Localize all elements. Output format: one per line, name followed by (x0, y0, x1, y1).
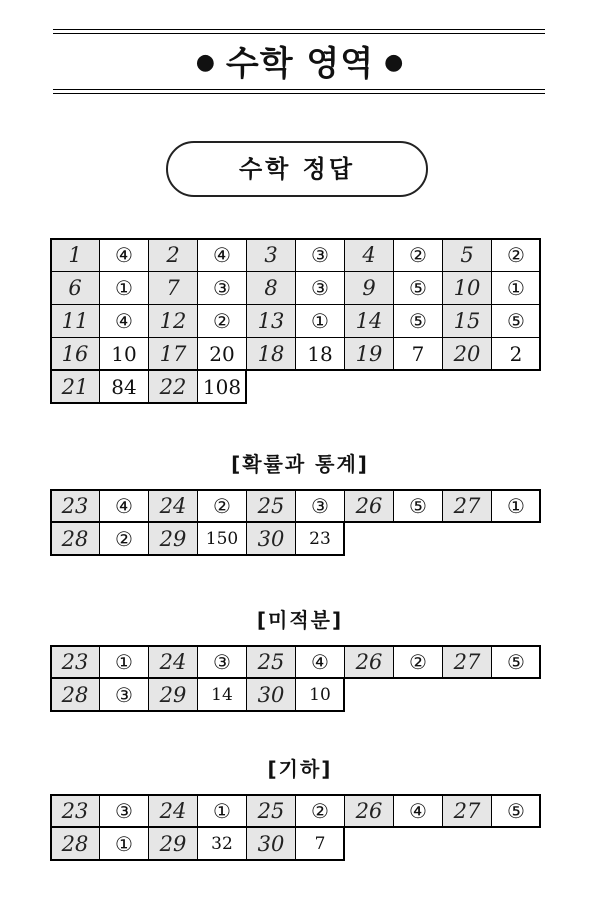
question-number: 1 (50, 238, 100, 272)
table-row (50, 678, 540, 711)
table-row (50, 271, 540, 304)
answer-value: ① (197, 794, 247, 828)
question-number: 30 (246, 827, 296, 861)
question-number: 26 (344, 489, 394, 523)
question-number: 25 (246, 794, 296, 828)
question-number: 14 (344, 304, 394, 338)
answer-value: 7 (295, 827, 345, 861)
question-number: 18 (246, 337, 296, 371)
top-rule-outer (53, 29, 545, 30)
answer-value: ④ (99, 304, 149, 338)
question-number: 29 (148, 678, 198, 712)
table-row (50, 238, 540, 271)
question-number: 27 (442, 489, 492, 523)
question-number: 30 (246, 522, 296, 556)
section-title-geometry: [기하] (267, 757, 333, 781)
answer-value: ② (393, 238, 443, 272)
bullet-icon-right: ● (384, 50, 405, 75)
table-row (50, 827, 540, 860)
question-number: 19 (344, 337, 394, 371)
answer-key-label: 수학 정답 (166, 141, 428, 197)
question-number: 8 (246, 271, 296, 305)
table-row (50, 645, 540, 678)
question-number: 5 (442, 238, 492, 272)
answer-value: 84 (99, 370, 149, 404)
answer-value: 108 (197, 370, 247, 404)
answer-value: ⑤ (491, 645, 541, 679)
answer-value: 150 (197, 522, 247, 556)
answer-value: ② (99, 522, 149, 556)
question-number: 28 (50, 522, 100, 556)
question-number: 17 (148, 337, 198, 371)
section-title-probability-statistics: [확률과 통계] (231, 452, 369, 476)
answer-value: ① (99, 645, 149, 679)
answer-value: ③ (295, 238, 345, 272)
question-number: 6 (50, 271, 100, 305)
question-number: 15 (442, 304, 492, 338)
answer-value: ③ (295, 271, 345, 305)
common-answer-grid (50, 238, 540, 403)
answer-value: ③ (197, 271, 247, 305)
question-number: 25 (246, 489, 296, 523)
question-number: 10 (442, 271, 492, 305)
question-number: 24 (148, 489, 198, 523)
question-number: 22 (148, 370, 198, 404)
question-number: 26 (344, 645, 394, 679)
question-number: 21 (50, 370, 100, 404)
answer-value: 2 (491, 337, 541, 371)
answer-value: ② (197, 304, 247, 338)
answer-value: ① (491, 271, 541, 305)
question-number: 13 (246, 304, 296, 338)
answer-value: ② (393, 645, 443, 679)
answer-value: ④ (197, 238, 247, 272)
table-row (50, 337, 540, 370)
answer-value: ② (197, 489, 247, 523)
question-number: 28 (50, 678, 100, 712)
answer-value: ④ (393, 794, 443, 828)
answer-value: 18 (295, 337, 345, 371)
question-number: 2 (148, 238, 198, 272)
probability-statistics-answer-grid (50, 489, 540, 555)
table-row (50, 794, 540, 827)
table-row (50, 489, 540, 522)
table-row (50, 370, 540, 403)
table-row (50, 522, 540, 555)
question-number: 25 (246, 645, 296, 679)
answer-value: ⑤ (393, 304, 443, 338)
answer-value: ⑤ (491, 794, 541, 828)
calculus-answer-grid (50, 645, 540, 711)
answer-value: 14 (197, 678, 247, 712)
question-number: 29 (148, 522, 198, 556)
section-title-calculus: [미적분] (256, 608, 344, 632)
question-number: 12 (148, 304, 198, 338)
answer-value: ⑤ (393, 489, 443, 523)
answer-value: ③ (197, 645, 247, 679)
question-number: 29 (148, 827, 198, 861)
page-title (0, 36, 600, 85)
question-number: 24 (148, 645, 198, 679)
table-row (50, 304, 540, 337)
bottom-rule-outer (53, 93, 545, 94)
question-number: 24 (148, 794, 198, 828)
answer-value: ① (295, 304, 345, 338)
answer-value: ① (99, 271, 149, 305)
answer-value: 23 (295, 522, 345, 556)
top-rule-inner (53, 33, 545, 34)
geometry-answer-grid (50, 794, 540, 860)
answer-value: ③ (99, 794, 149, 828)
answer-value: ③ (99, 678, 149, 712)
question-number: 9 (344, 271, 394, 305)
question-number: 7 (148, 271, 198, 305)
answer-value: 10 (295, 678, 345, 712)
question-number: 23 (50, 489, 100, 523)
answer-value: ③ (295, 489, 345, 523)
question-number: 4 (344, 238, 394, 272)
answer-value: ⑤ (393, 271, 443, 305)
answer-value: ⑤ (491, 304, 541, 338)
answer-value: ④ (99, 489, 149, 523)
question-number: 23 (50, 794, 100, 828)
question-number: 11 (50, 304, 100, 338)
question-number: 20 (442, 337, 492, 371)
answer-value: 20 (197, 337, 247, 371)
question-number: 26 (344, 794, 394, 828)
bottom-rule-inner (53, 89, 545, 90)
answer-value: ① (491, 489, 541, 523)
question-number: 30 (246, 678, 296, 712)
answer-value: ④ (99, 238, 149, 272)
answer-value: 32 (197, 827, 247, 861)
answer-value: 10 (99, 337, 149, 371)
answer-value: 7 (393, 337, 443, 371)
answer-value: ② (295, 794, 345, 828)
answer-value: ① (99, 827, 149, 861)
answer-value: ④ (295, 645, 345, 679)
bullet-icon-left: ● (195, 50, 216, 75)
question-number: 3 (246, 238, 296, 272)
question-number: 27 (442, 645, 492, 679)
page-title-text: 수학 영역 (225, 44, 375, 84)
question-number: 28 (50, 827, 100, 861)
question-number: 27 (442, 794, 492, 828)
answer-value: ② (491, 238, 541, 272)
question-number: 23 (50, 645, 100, 679)
question-number: 16 (50, 337, 100, 371)
